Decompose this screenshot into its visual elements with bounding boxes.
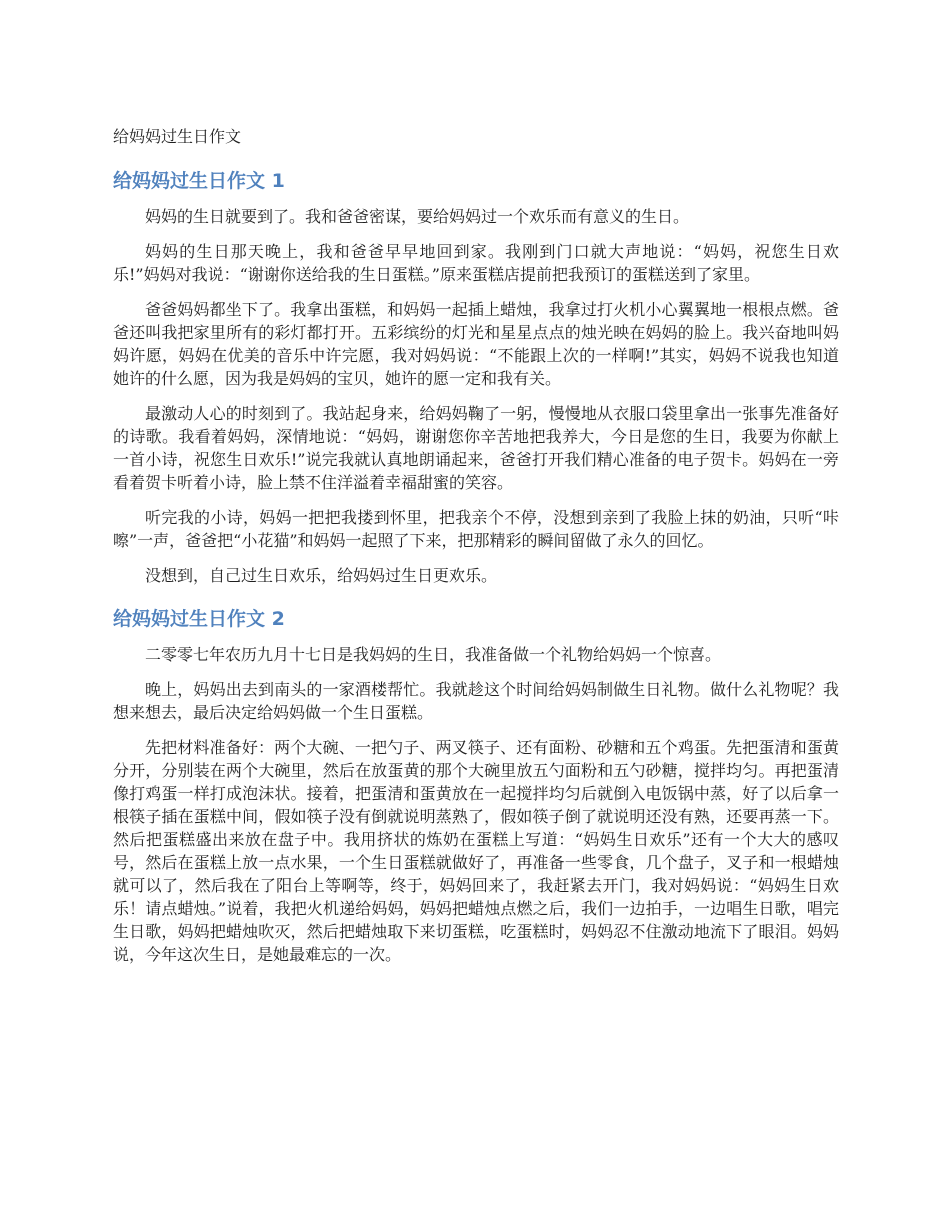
document-title: 给妈妈过生日作文 <box>113 127 242 146</box>
essay-section-2 <box>113 605 839 966</box>
document-page <box>113 118 839 978</box>
paragraph: 妈妈的生日那天晚上，我和爸爸早早地回到家。我刚到门口就大声地说：“妈妈，祝您生日欢乐!”妈妈对我说：“谢谢你送给我的生日蛋糕。”原来蛋糕店提前把我预订的蛋糕送到了家里。 <box>113 242 839 284</box>
paragraph: 二零零七年农历九月十七日是我妈妈的生日，我准备做一个礼物给妈妈一个惊喜。 <box>145 645 722 664</box>
paragraph: 爸爸妈妈都坐下了。我拿出蛋糕，和妈妈一起插上蜡烛，我拿过打火机小心翼翼地一根根点燃。爸爸还叫我把家里所有的彩灯都打开。五彩缤纷的灯光和星星点点的烛光映在妈妈的脸上。我兴奋地叫妈妈许愿，妈妈在优美的音乐中许完愿，我对妈妈说：“不能跟上次的一样啊!”其实，妈妈不说我也知道她许的什么愿，因为我是妈妈的宝贝，她许的愿一定和我有关。 <box>113 300 839 388</box>
section-heading: 给妈妈过生日作文 1 <box>113 170 285 192</box>
paragraph: 没想到，自己过生日欢乐，给妈妈过生日更欢乐。 <box>145 566 498 585</box>
paragraph: 听完我的小诗，妈妈一把把我搂到怀里，把我亲个不停，没想到亲到了我脸上抹的奶油，只听“咔嚓”一声，爸爸把“小花猫”和妈妈一起照了下来，把那精彩的瞬间留做了永久的回忆。 <box>113 508 839 550</box>
section-heading: 给妈妈过生日作文 2 <box>113 608 285 630</box>
paragraph: 晚上，妈妈出去到南头的一家酒楼帮忙。我就趁这个时间给妈妈制做生日礼物。做什么礼物呢？我想来想去，最后决定给妈妈做一个生日蛋糕。 <box>113 680 839 722</box>
paragraph: 妈妈的生日就要到了。我和爸爸密谋，要给妈妈过一个欢乐而有意义的生日。 <box>145 207 690 226</box>
essay-section-1 <box>113 167 839 587</box>
paragraph: 最激动人心的时刻到了。我站起身来，给妈妈鞠了一躬，慢慢地从衣服口袋里拿出一张事先准备好的诗歌。我看着妈妈，深情地说：“妈妈，谢谢您你辛苦地把我养大，今日是您的生日，我要为你献上一首小诗，祝您生日欢乐!”说完我就认真地朗诵起来，爸爸打开我们精心准备的电子贺卡。妈妈在一旁看着贺卡听着小诗，脸上禁不住洋溢着幸福甜蜜的笑容。 <box>113 404 839 492</box>
paragraph: 先把材料准备好：两个大碗、一把勺子、两叉筷子、还有面粉、砂糖和五个鸡蛋。先把蛋清和蛋黄分开，分别装在两个大碗里，然后在放蛋黄的那个大碗里放五勺面粉和五勺砂糖，搅拌均匀。再把蛋清像打鸡蛋一样打成泡沫状。接着，把蛋清和蛋黄放在一起搅拌均匀后就倒入电饭锅中蒸，好了以后拿一根筷子插在蛋糕中间，假如筷子没有倒就说明蒸熟了，假如筷子倒了就说明还没有熟，还要再蒸一下。然后把蛋糕盛出来放在盘子中。我用挤状的炼奶在蛋糕上写道：“妈妈生日欢乐”还有一个大大的感叹号，然后在蛋糕上放一点水果，一个生日蛋糕就做好了，再准备一些零食，几个盘子，叉子和一根蜡烛就可以了，然后我在了阳台上等啊等，终于，妈妈回来了，我赶紧去开门，我对妈妈说：“妈妈生日欢乐！请点蜡烛。”说着，我把火机递给妈妈，妈妈把蜡烛点燃之后，我们一边拍手，一边唱生日歌，唱完生日歌，妈妈把蜡烛吹灭，然后把蜡烛取下来切蛋糕，吃蛋糕时，妈妈忍不住激动地流下了眼泪。妈妈说，今年这次生日，是她最难忘的一次。 <box>113 738 839 964</box>
